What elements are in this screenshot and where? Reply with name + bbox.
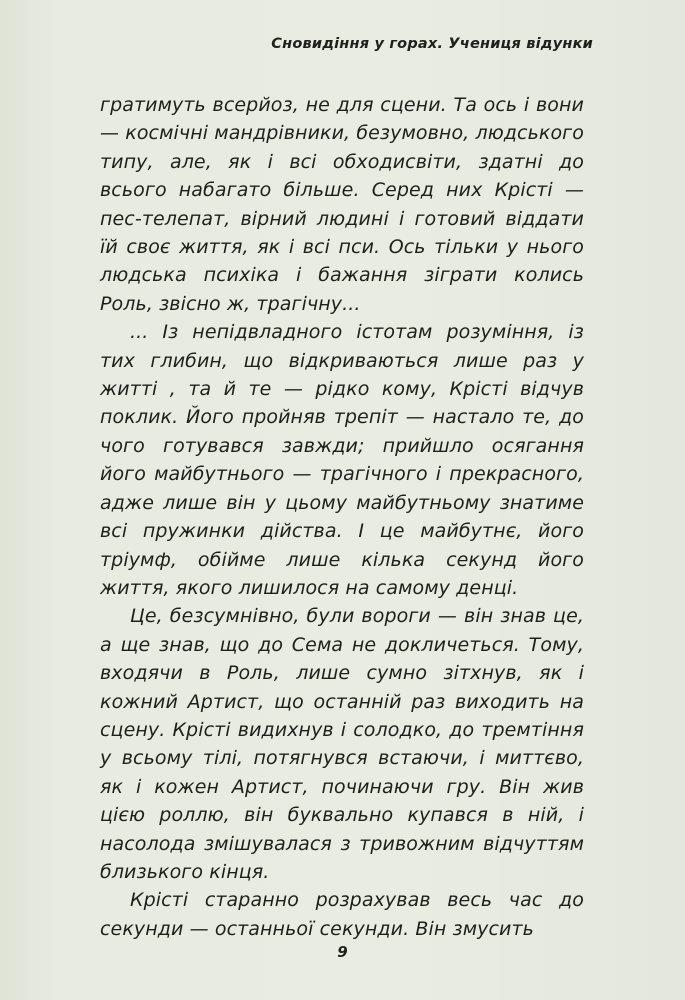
paragraph-4: Крісті старанно розрахував весь час до секунди — останньої секунди. Він змусить <box>100 889 584 940</box>
running-head: Сновидіння у горах. Учениця відунки <box>271 36 593 52</box>
page-number: 9 <box>337 943 348 961</box>
paragraph-3: Це, безсумнівно, були вороги — він знав це, а ще знав, що до Сема не докличеться. Тому, входячи в Роль, лише сумно зітхнув, як і кожний Артист, що останній раз виходить на сцену. Крісті видихнув і солодко, до тремтіння у всьому тілі, потягнувся встаючи, і миттєво, як і кожен Артист, починаючи гру. Він жив цією роллю, він буквально купався в ній, і насолода змішувалася з тривожним відчуттям близького кінця. <box>100 605 584 883</box>
paragraph-1: гратимуть всерйоз, не для сцени. Та ось і вони — космічні мандрівники, безумовно, людського типу, але, як і всі обходисвіти, здатні до всього набагато більше. Серед них Крісті — пес-телепат, вірний людині і готовий віддати їй своє життя, як і всі пси. Ось тільки у нього людська психіка і бажання зіграти колись Роль, звісно ж, трагічну... <box>100 94 584 315</box>
body-text <box>100 91 584 943</box>
paragraph-2: ... Із непідвладного істотам розуміння, із тих глибин, що відкриваються лише раз у житті , та й те — рідко кому, Крісті відчув поклик. Його пройняв трепіт — настало те, до чого готувався завжди; прийшло осягання його майбутнього — трагічного і прекрасного, адже лише він у цьому майбутньому знатиме всі пружинки дійства. І це майбутнє, його тріумф, обійме лише кілька секунд його життя, якого лишилося на самому денці. <box>100 321 584 599</box>
